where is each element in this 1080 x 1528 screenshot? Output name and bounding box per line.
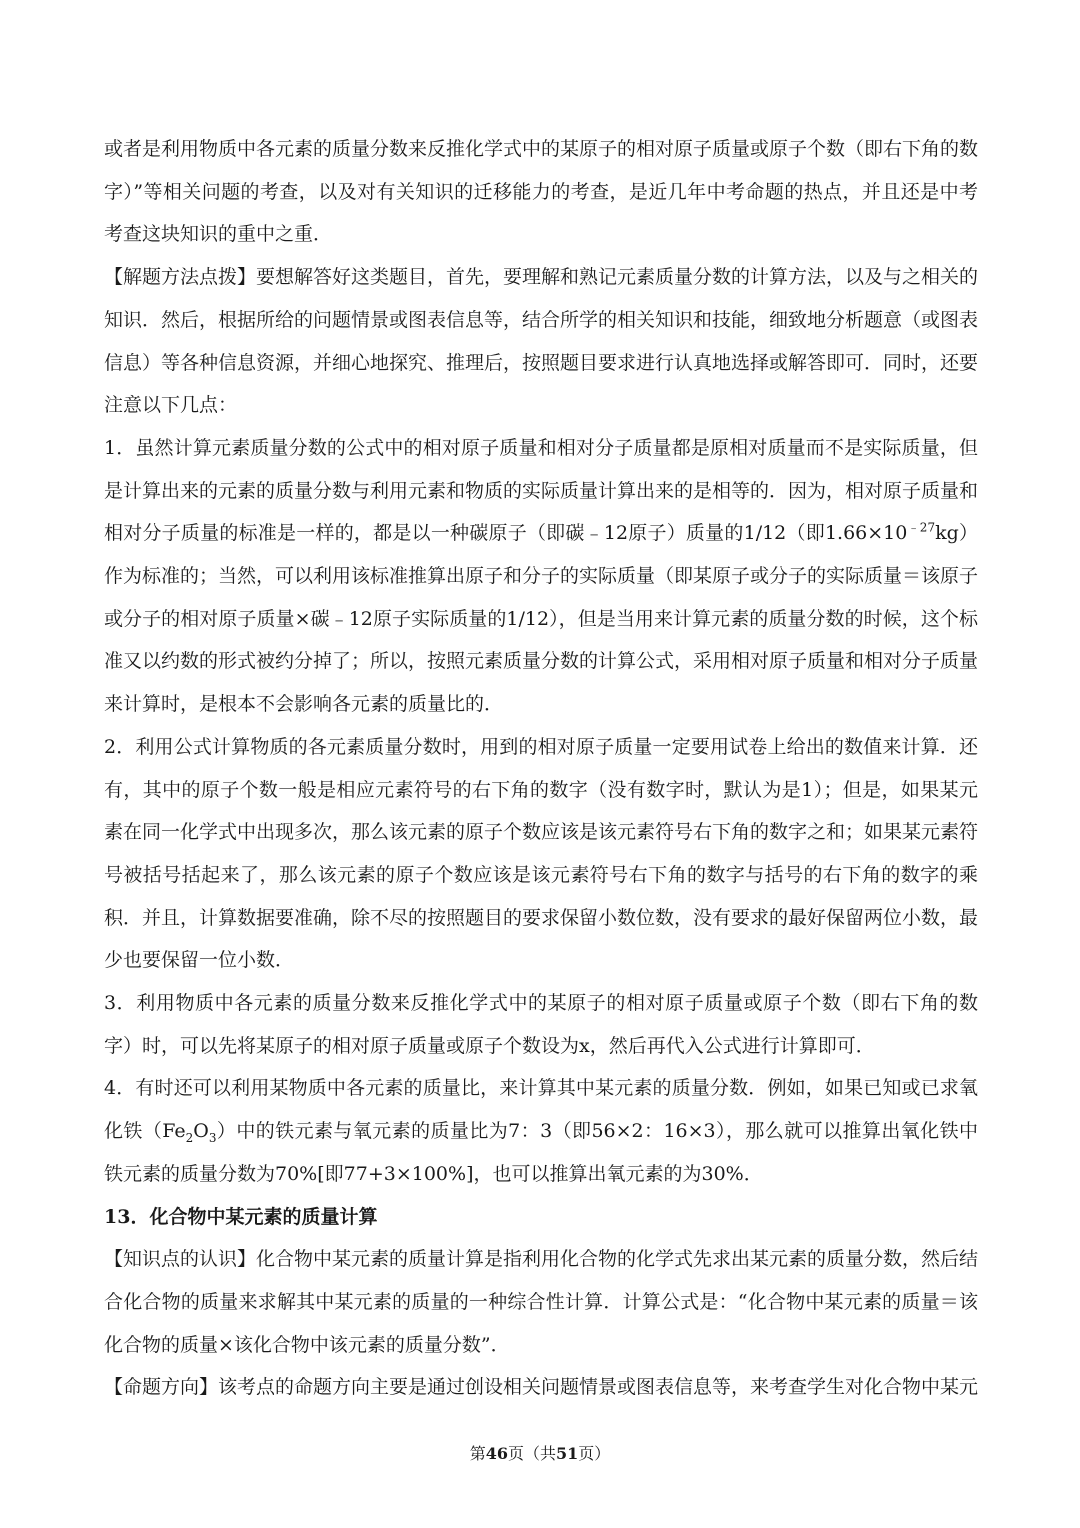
page-footer	[0, 1442, 1080, 1466]
footer-page-number: 46	[485, 1444, 508, 1463]
paragraph-knowledge-point: 【知识点的认识】化合物中某元素的质量计算是指利用化合物的化学式先求出某元素的质量分数，然后结合化合物的质量来求解其中某元素的质量的一种综合性计算．计算公式是：“化合物中某元素的质量＝该化合物的质量×该化合物中该元素的质量分数”．	[104, 1248, 979, 1356]
paragraph-point-1	[104, 427, 978, 726]
subscript-3: 3	[208, 1130, 217, 1145]
page-body	[104, 128, 978, 1409]
paragraph-continuation: 或者是利用物质中各元素的质量分数来反推化学式中的某原子的相对原子质量或原子个数（即右下角的数字）”等相关问题的考查，以及对有关知识的迁移能力的考查，是近几年中考命题的热点，并且还是中考考查这块知识的重中之重．	[104, 138, 979, 246]
point-4-text-b: ）中的铁元素与氧元素的质量比为7：3（即56×2：16×3），那么就可以推算出氧化铁中铁元素的质量分数为70%[即77+3×100%]，也可以推算出氧元素的为30%．	[104, 1120, 978, 1185]
point-4-text-a: 4．有时还可以利用某物质中各元素的质量比，来计算其中某元素的质量分数．例如，如果已知或已求氧化铁（Fe	[104, 1077, 978, 1143]
paragraph-point-4	[104, 1067, 978, 1195]
subscript-2: 2	[185, 1130, 194, 1145]
point-1-text-b: kg）作为标准的；当然，可以利用该标准推算出原子和分子的实际质量（即某原子或分子的实际质量＝该原子或分子的相对原子质量×碳﹣12原子实际质量的1/12），但是当用来计算元素的质量分数的时候，这个标准又以约数的形式被约分掉了；所以，按照元素质量分数的计算公式，采用相对原子质量和相对分子质量来计算时，是根本不会影响各元素的质量比的．	[104, 522, 979, 716]
section-heading-13: 13．化合物中某元素的质量计算	[104, 1205, 378, 1228]
paragraph-point-3: 3．利用物质中各元素的质量分数来反推化学式中的某原子的相对原子质量或原子个数（即右下角的数字）时，可以先将某原子的相对原子质量或原子个数设为x，然后再代入公式进行计算即可．	[104, 992, 978, 1057]
paragraph-solution-tips: 【解题方法点拨】要想解答好这类题目，首先，要理解和熟记元素质量分数的计算方法，以及与之相关的知识．然后，根据所给的问题情景或图表信息等，结合所学的相关知识和技能，细致地分析题意（或图表信息）等各种信息资源，并细心地探究、推理后，按照题目要求进行认真地选择或解答即可．同时，还要注意以下几点：	[104, 266, 979, 417]
footer-total-pages: 51	[556, 1444, 579, 1463]
footer-prefix: 第	[469, 1444, 486, 1463]
footer-mid: 页（共	[507, 1444, 556, 1463]
point-1-text-a: 1．虽然计算元素质量分数的公式中的相对原子质量和相对分子质量都是原相对质量而不是实际质量，但是计算出来的元素的质量分数与利用元素和物质的实际质量计算出来的是相等的．因为，相对原子质量和相对分子质量的标准是一样的，都是以一种碳原子（即碳﹣12原子）质量的1/12（即1.66×10	[104, 436, 979, 545]
footer-suffix: 页）	[578, 1444, 611, 1463]
formula-oxygen: O	[193, 1120, 209, 1143]
paragraph-question-direction: 【命题方向】该考点的命题方向主要是通过创设相关问题情景或图表信息等，来考查学生对化合物中某元	[104, 1376, 979, 1399]
paragraph-point-2: 2．利用公式计算物质的各元素质量分数时，用到的相对原子质量一定要用试卷上给出的数值来计算．还有，其中的原子个数一般是相应元素符号的右下角的数字（没有数字时，默认为是1）；但是，如果某元素在同一化学式中出现多次，那么该元素的原子个数应该是该元素符号右下角的数字之和；如果某元素符号被括号括起来了，那么该元素的原子个数应该是该元素符号右下角的数字与括号的右下角的数字的乘积．并且，计算数据要准确，除不尽的按照题目的要求保留小数位数，没有要求的最好保留两位小数，最少也要保留一位小数．	[104, 735, 979, 972]
exponent: ﹣27	[907, 521, 936, 535]
